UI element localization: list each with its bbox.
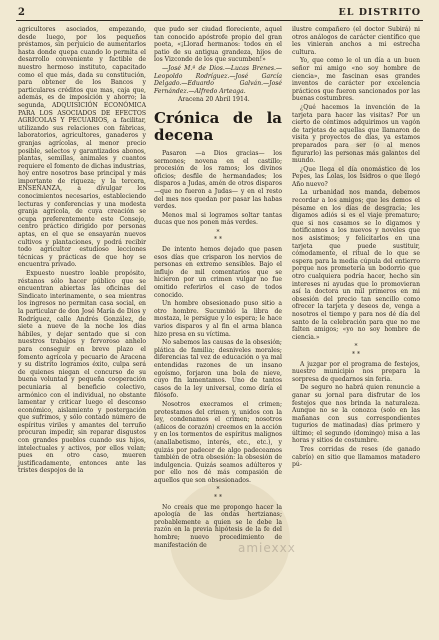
signatures: —José M.ª de Dios.—Lucas Brenes.—Leopoldo Rodríguez.—José García Delgado.—Eduardo Galván.—José Fernández.—Alfredo Arteaga. [154, 64, 282, 95]
column-3-paragraph: Yo, que como le ol un día a un buen señor mi amigo «no soy hombre de ciencia», me fascinan esas grandes inventos de carácter por excelencia prácticos que fueron sancionados por las buenas costumbres. [292, 57, 420, 103]
masthead-title: EL DISTRITO [338, 7, 421, 18]
section-separator: * * * [352, 343, 360, 358]
column-3-paragraph: De seguro no habrá quien renuncie a ganar su jornal para disfrutar de los festejos que nos brinda la naturaleza. Aunque no se la conozca (solo en las mañanas con sus correspondientes tugurios de matinadas) días primero y último; el segundo (domingo) misa a las horas y sitios de costumbre. [292, 384, 420, 445]
column-2-paragraph: Menos mal si logramos soltar tantas ducas que nos ponen más verdes. [154, 211, 282, 227]
column-2-paragraph: No sabemos las causas de la obsesión; plática de familia; desniveles morales; diferencias tal vez de educación o ya mal entendidas razones de un insano egoísmo, forjaron una bola de nieve, cuyo fin lamentamos. Uno de tantos casos de la ley universal, como diría el filósofo. [154, 339, 282, 400]
column-3-paragraph: Tres corridas de reses (de ganado cabrío) en sitio que llamamos matadero pú- [292, 446, 420, 469]
section-heading: Crónica de la decena [154, 108, 282, 144]
column-3-paragraph: ¿Qué hacemos la invención de la tarjeta para hacer las visitas? Por un cierto de céntimos adquirimos un vagón de tarjetas de aquellas que llamaron de visita y proyectos de días, ya estamos preparados para ser (o al menos figurarlo) las personas más galantes del mundo. [292, 103, 420, 165]
column-2 [154, 26, 282, 550]
column-3-paragraph: A juzgar por el programa de festejos, nuestro municipio nos prepara la sorpresa de quedarnos sin feria. [292, 360, 420, 383]
dateline: Aracena 20 Abril 1914. [178, 96, 250, 104]
page-number: 2 [18, 7, 25, 18]
column-1-paragraph: agricultores asociados, empezando, desde luego, por los pequeños préstamos, sin perjuicio de aumentarlos hasta donde quepa cuando lo permita el desarrollo conveniente y factible de nuestro hermoso instituto, capacitado como el que más, dada su constitución, para obtener de los Bancos y particulares créditos que mas, caja que, además, es de imposición y ahorro; la segunda, ADQUISICIÓN ECONÓMICA PARA LOS ASOCIADOS DE EFECTOS AGRÍCOLAS Y PECUARIOS, a facilitar, utilizando sus relaciones con fábricas, laboratorios, agricultores, ganaderos y granjas agrícolas, al menor precio posible, selectos y garantizados abonos, plantas, semillas, animales y cuantos requiere el fomento de dichas industrias, hoy entre nosotros base principal y más importante de riqueza; y la tercera, ENSEÑANZA, a divulgar los conocimientos necesarios, estableciendo lecturas y conferencias y una modesta granja agrícola, de cuya creación se ocupa preferentemente este Consejo, centro práctico dirigido por personas aptas, en el que se ensayarán nuevos cultivos y plantaciones, y podrá recibir todo agricultor estudioso lecciones técnicas y prácticas de que hoy se encuentra privado. [18, 26, 146, 269]
column-2-paragraph: De intento hemos dejado que pasen esos días que crisparon los nervios de personas en extremo sensibles. Bajo el influjo de mil comentarios que se hicieron por un crimen vulgar no fue omitido referirlos el caso de todos conocido. [154, 246, 282, 299]
column-2-intro: que pudo ser ciudad floreciente, aquel tan conocido apóstrofe propio del gran poeta, «¡Llorad hermanos: todos en el patio de su antigua grandeza, hijos de los Vizconde de los que sucumben!» [154, 26, 282, 64]
column-3-paragraph: ilustre compañero (el doctor Subirá) ni otros análogos de carácter científico que les vinieran anchos a mi estrecha cultura. [292, 26, 420, 56]
column-2-paragraph: No creais que me propongo hacer la apología de las ondas hertzianas; probablemente a quien se le debe la razón en la previa hipótesis de la fe del hombre; nuevo procedimiento de manifestación de [154, 503, 282, 549]
column-3-paragraph: La urbanidad nos manda, debemos recordar a los amigos; que les demos el pésame en los días de desgracia; les digamos adiós si es el viaje prematuro; que si nos casamos se lo digamos y notificamos a los nuevos y noveles que nos asistimos; y felicitarlos en una tarjeta que puede sustituir, cómodamente, el ritual de lo que se espera para la media cúpula del entierro porque nos prometería un bodorrio que otro cualquiera podría hacer, hecho sin intereses ni ayudas que lo promovieran así la doctora un mil primeros en mi obsesión del precio tan sencillo como ofrecer la tarjeta y deseos de, venga a nosotros el tiempo y para nos dé día del santo de la celebración para que no me falten amigos; «yo no soy hombre de ciencia.» [292, 189, 420, 341]
watermark: amiexxx [238, 541, 296, 555]
section-separator: * * * [214, 486, 222, 502]
header-rule [16, 20, 423, 21]
column-3-paragraph: ¿Que llega el día onomástico de los Pepes, las Lolas, los Isidros o que llegó Año nuevo? [292, 165, 420, 188]
section-separator: * * * [214, 228, 222, 244]
column-3 [292, 26, 420, 470]
column-1 [18, 26, 146, 476]
column-2-paragraph: Un hombre obsesionado puso sitio a otro hombre. Sucumbió la libra de mostaza, le persigue y lo espera; le hace varios disparos y al fin el arma blanca hizo presa en su víctima. [154, 300, 282, 338]
column-1-paragraph: Expuesto nuestro loable propósito, réstanos sólo hacer público que se encuentran abiertas las oficinas del Sindicato interinamente, o sea mientras los ingresos no permitan casa social, en la particular de don José María de Dios y Rodríguez, calle Andrés González, de siete a nueve de la noche los días hábiles, y dejar sentado que si con nuestros trabajos y fervoroso anhelo para conseguir en breve plazo el fomento agrícola y pecuario de Aracena y su distrito logramos éxito, culpa será de quienes niegan el concurso de su buena voluntad y pequeña cooperación pecuniaria al beneficio colectivo, armónico con el individual, no obstante lamentar y criticar luego el desconso económico, aislamiento y postergación que sufrimos, y sólo contado número de espíritus viriles y amantes del terruño procuran impedir, sin reparar disgustos con grandes pueblos cuando sus hijos, intelectuales y activos, por ellos velan; pues en otro caso, mueren justificadamente, entonces ante las tristes despojos de la [18, 270, 146, 475]
column-2-paragraph: Nosotros execramos el crimen; protestamos del crimen y, unidos con la ley, condenamos el crimen; nosotros (añicos de corazón) creemos en la acción y en los tormentos de espíritus malignos (anallabetismo, interés, etc., etc.), y quizás por padecer de algo padeceamos también de otra obsesión: la obsesión de indulgencia. Quizás seamos adúlteros y por ello nos dé más compasión de aquellos que son obsesionados. [154, 400, 282, 484]
column-2-paragraph: Pasaron —a Dios gracias— los sermones; novena en el castillo; procesión de los ramos; los divinos oficios; desfile de hermandades; los disparos a Judas, amén de otros disparos —que no fueron a Judas— y en el resto del mes nos quedan por pasar las habas verdes. [154, 149, 282, 211]
